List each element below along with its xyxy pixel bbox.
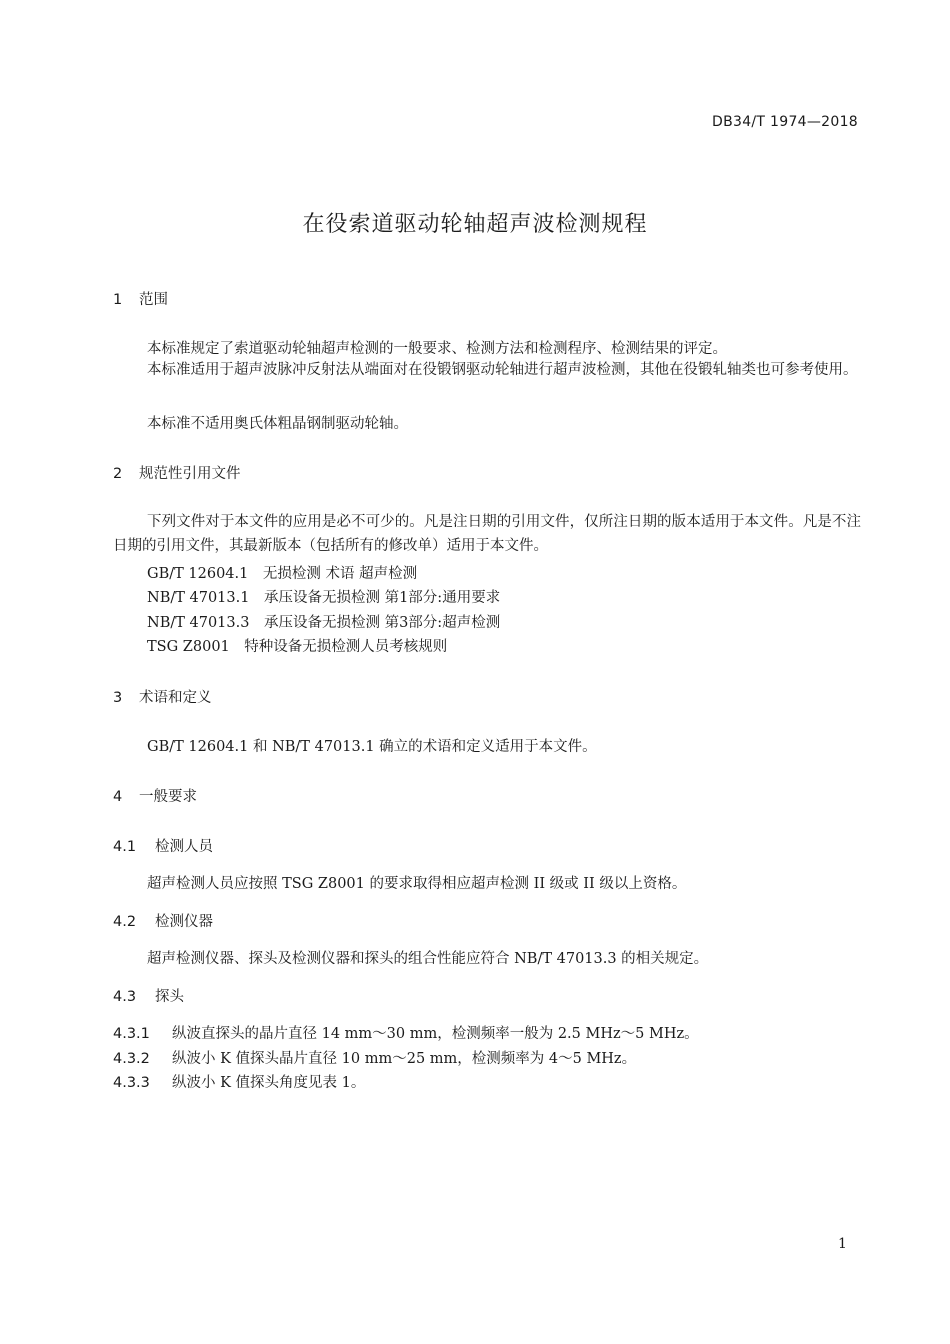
paragraph: 超声检测仪器、探头及检测仪器和探头的组合性能应符合 NB/T 47013.3 的相关规定。 [147,951,709,967]
paragraph: 超声检测人员应按照 TSG Z8001 的要求取得相应超声检测 II 级或 II 级以上资格。 [147,876,687,892]
section-title: 范围 [139,292,168,308]
subsection-4-1-heading [113,835,213,856]
clause-text: 纵波小 K 值探头晶片直径 10 mm～25 mm，检测频率为 4～5 MHz。 [172,1051,637,1067]
clause-number: 4.3.3 [113,1075,150,1091]
clause-number: 4.3.1 [113,1026,150,1042]
section-number: 2 [113,466,123,482]
reference-item: NB/T 47013.3 承压设备无损检测 第3部分:超声检测 [147,615,501,631]
subsection-4-2-heading [113,910,213,931]
clause-item [113,1071,365,1092]
subsection-number: 4.2 [113,914,137,930]
clause-text: 纵波直探头的晶片直径 14 mm～30 mm，检测频率一般为 2.5 MHz～5 MHz。 [172,1026,699,1042]
clause-number: 4.3.2 [113,1051,150,1067]
paragraph: 本标准适用于超声波脉冲反射法从端面对在役锻钢驱动轮轴进行超声波检测，其他在役锻轧轴类也可参考使用。 [147,362,858,378]
page-number: 1 [838,1236,847,1252]
section-3-heading [113,686,212,707]
reference-item: NB/T 47013.1 承压设备无损检测 第1部分:通用要求 [147,590,501,606]
paragraph: 本标准不适用奥氏体粗晶钢制驱动轮轴。 [147,416,408,432]
subsection-title: 检测人员 [155,839,213,855]
subsection-title: 检测仪器 [155,914,213,930]
subsection-4-3-heading [113,985,184,1006]
paragraph: 下列文件对于本文件的应用是必不可少的。凡是注日期的引用文件，仅所注日期的版本适用于本文件。凡是不注日期的引用文件，其最新版本（包括所有的修改单）适用于本文件。 [113,514,861,554]
section-title: 术语和定义 [139,690,212,706]
section-title: 规范性引用文件 [139,466,241,482]
reference-item: TSG Z8001 特种设备无损检测人员考核规则 [147,639,448,655]
document-title: 在役索道驱动轮轴超声波检测规程 [302,212,648,237]
reference-item: GB/T 12604.1 无损检测 术语 超声检测 [147,566,418,582]
clause-item [113,1047,636,1068]
section-title: 一般要求 [139,789,197,805]
section-4-heading [113,785,197,806]
section-number: 4 [113,789,123,805]
subsection-number: 4.3 [113,989,137,1005]
subsection-number: 4.1 [113,839,137,855]
paragraph: 本标准规定了索道驱动轮轴超声检测的一般要求、检测方法和检测程序、检测结果的评定。 [147,341,727,357]
section-1-heading [113,288,168,309]
section-2-heading [113,462,241,483]
clause-text: 纵波小 K 值探头角度见表 1。 [172,1075,366,1091]
paragraph: GB/T 12604.1 和 NB/T 47013.1 确立的术语和定义适用于本文件。 [147,739,597,755]
section-number: 3 [113,690,123,706]
document-code: DB34/T 1974—2018 [712,114,858,130]
subsection-title: 探头 [155,989,184,1005]
clause-item [113,1022,699,1043]
section-number: 1 [113,292,123,308]
